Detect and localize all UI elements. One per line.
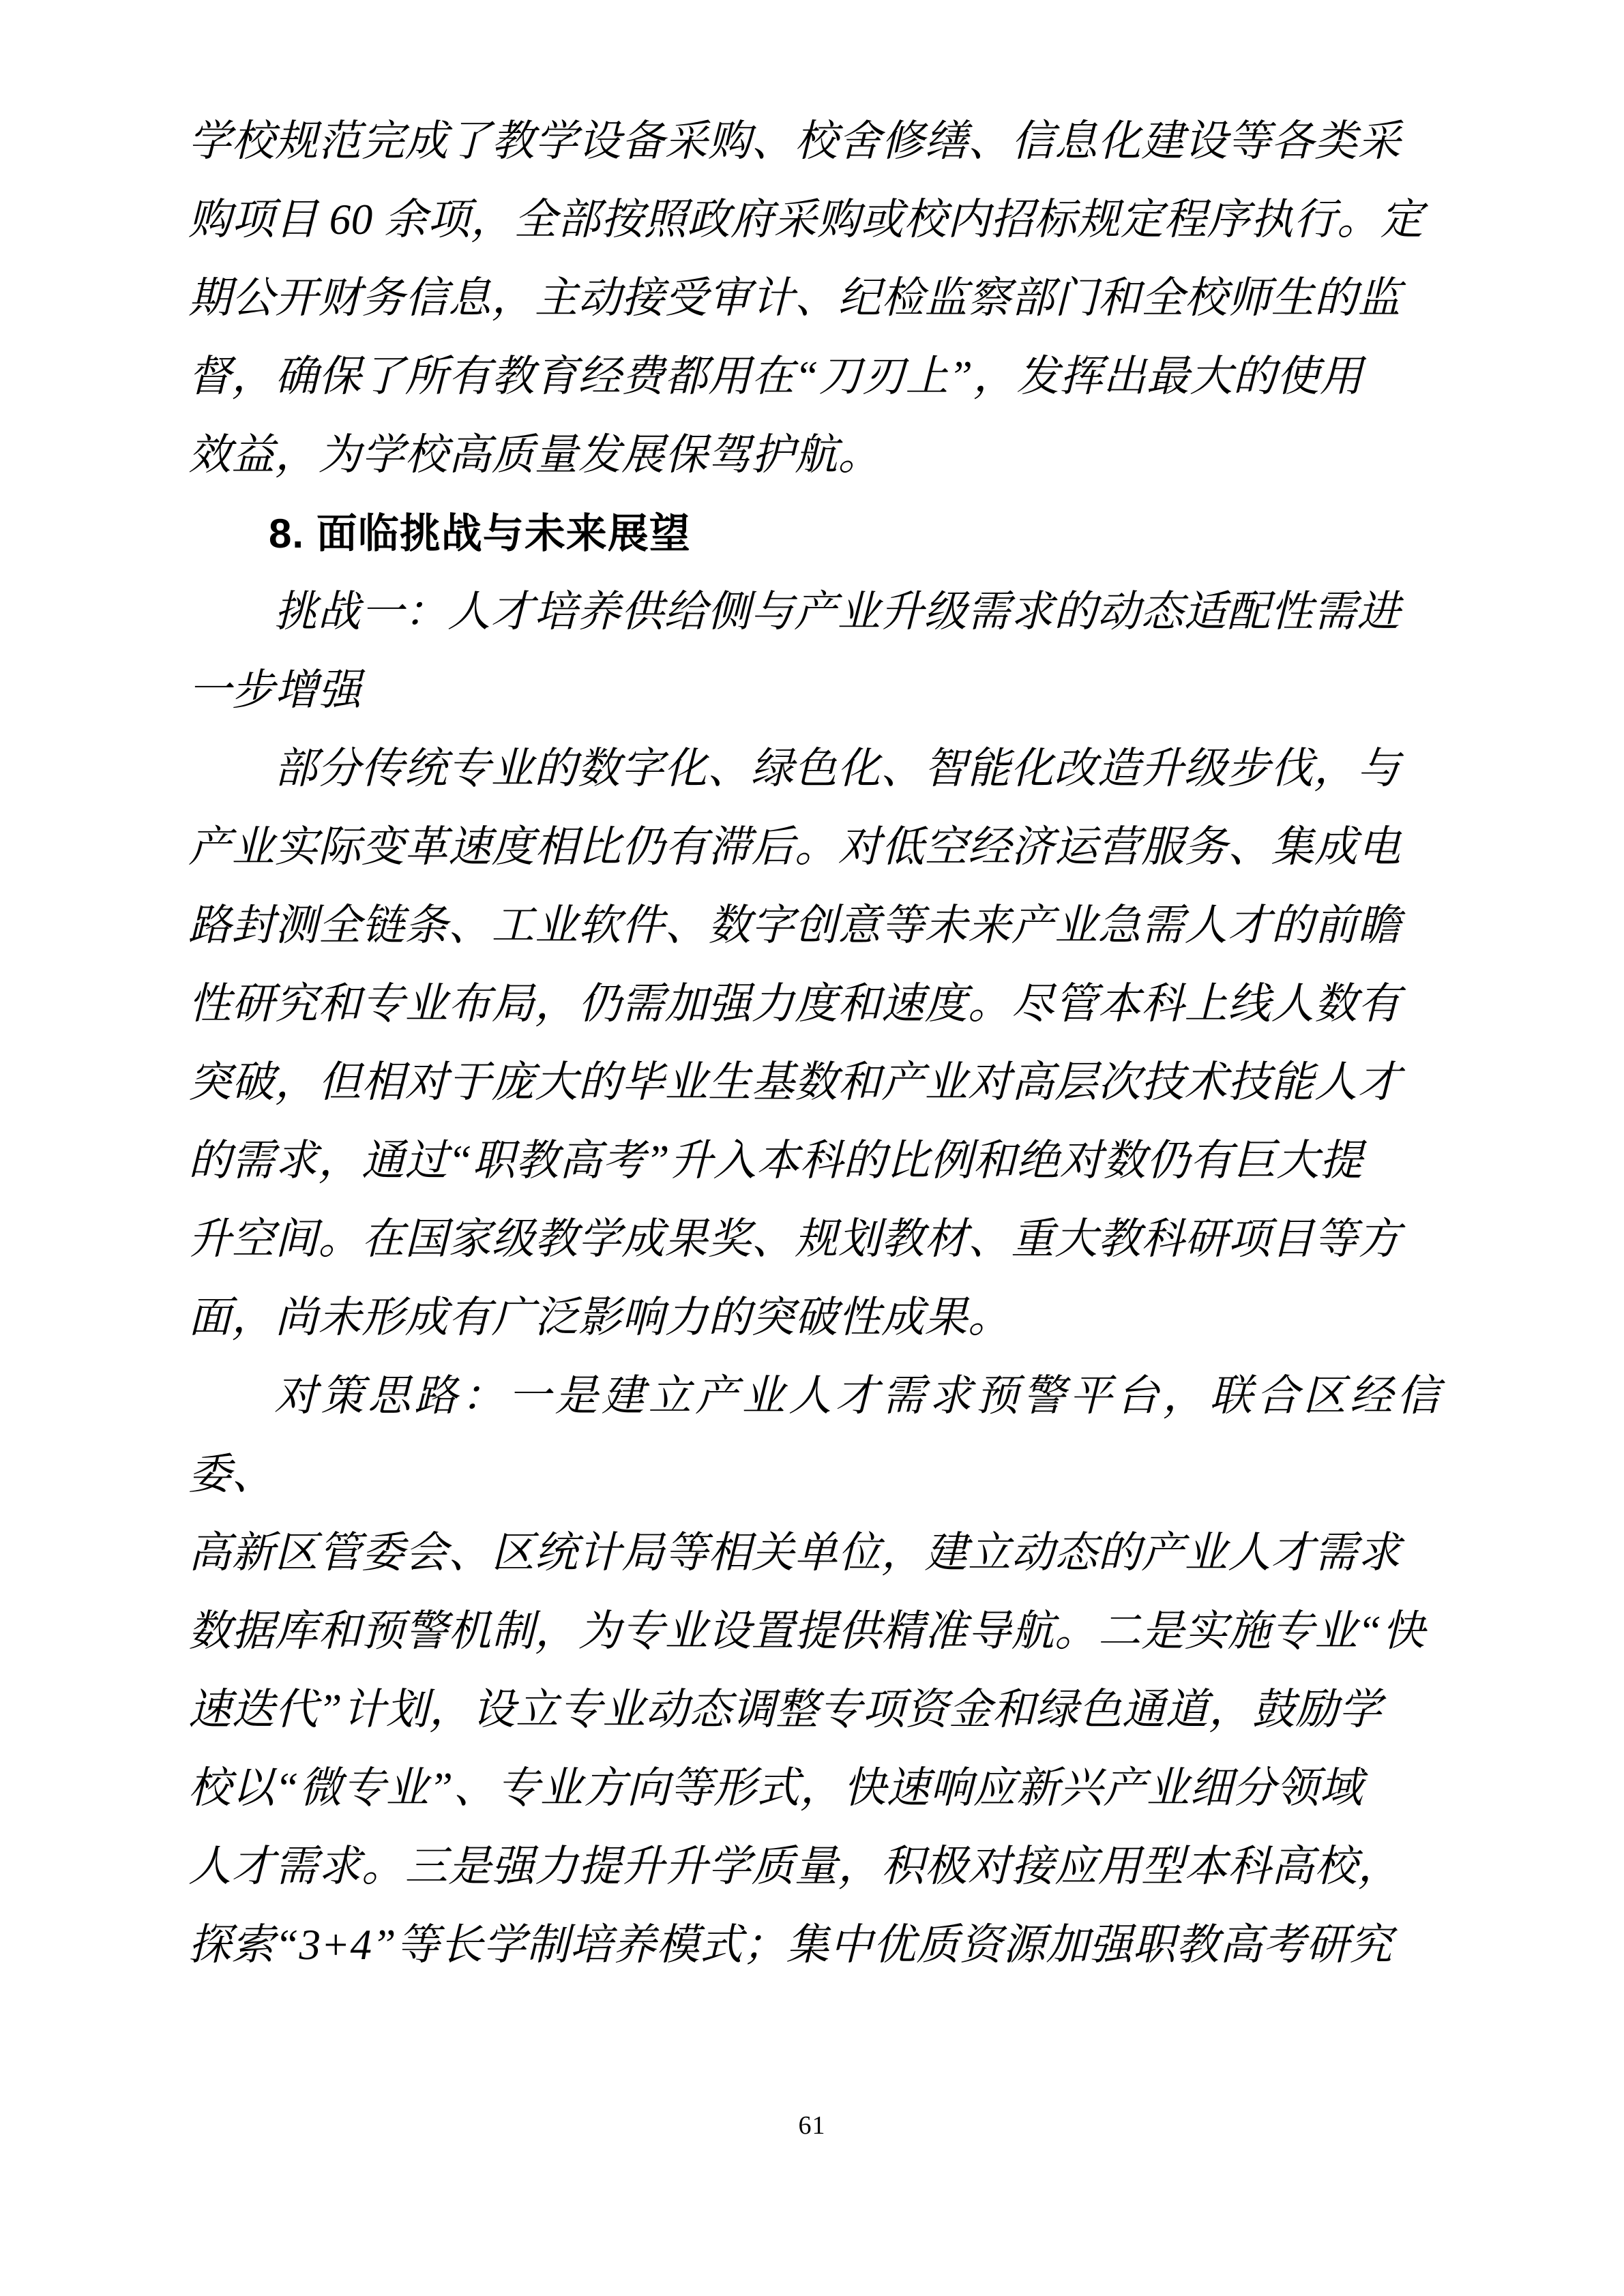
paragraph-countermeasures-line-7: 探索“3+4”等长学制培养模式；集中优质资源加强职教高考研究 bbox=[188, 1921, 1393, 1969]
paragraph-gap-analysis-line-2: 产业实际变革速度相比仍有滞后。对低空经济运营服务、集成电 bbox=[188, 823, 1401, 871]
paragraph-procurement-line-1: 学校规范完成了教学设备采购、校舍修缮、信息化建设等各类采 bbox=[188, 117, 1401, 165]
paragraph-gap-analysis-line-8: 面，尚未形成有广泛影响力的突破性成果。 bbox=[188, 1294, 1012, 1341]
page-content bbox=[188, 102, 1440, 1984]
paragraph-countermeasures-line-6: 人才需求。三是强力提升升学质量，积极对接应用型本科高校， bbox=[188, 1843, 1401, 1890]
paragraph-countermeasures-line-5: 校以“微专业”、专业方向等形式，快速响应新兴产业细分领域 bbox=[188, 1764, 1363, 1812]
paragraph-countermeasures-line-3: 数据库和预警机制，为专业设置提供精准导航。二是实施专业“快 bbox=[188, 1607, 1426, 1655]
paragraph-procurement-line-2: 购项目 60 余项，全部按照政府采购或校内招标规定程序执行。定 bbox=[188, 196, 1423, 243]
paragraph-gap-analysis-line-7: 升空间。在国家级教学成果奖、规划教材、重大教科研项目等方 bbox=[188, 1215, 1401, 1263]
paragraph-procurement-line-5: 效益，为学校高质量发展保驾护航。 bbox=[188, 431, 881, 479]
challenge-1-title-line-1: 挑战一：人才培养供给侧与产业升级需求的动态适配性需进 bbox=[274, 588, 1400, 636]
paragraph-gap-analysis-line-5: 突破，但相对于庞大的毕业生基数和产业对高层次技术技能人才 bbox=[188, 1058, 1401, 1106]
paragraph-countermeasures-line-2: 高新区管委会、区统计局等相关单位，建立动态的产业人才需求 bbox=[188, 1529, 1401, 1577]
paragraph-procurement-line-3: 期公开财务信息，主动接受审计、纪检监察部门和全校师生的监 bbox=[188, 274, 1401, 322]
challenge-1-title-line-2: 一步增强 bbox=[188, 666, 361, 714]
paragraph-gap-analysis-line-4: 性研究和专业布局，仍需加强力度和速度。尽管本科上线人数有 bbox=[188, 980, 1401, 1028]
paragraph-gap-analysis-line-1: 部分传统专业的数字化、绿色化、智能化改造升级步伐，与 bbox=[274, 745, 1400, 792]
paragraph-countermeasures-line-1: 对策思路：一是建立产业人才需求预警平台，联合区经信委、 bbox=[188, 1372, 1440, 1498]
paragraph-procurement-line-4: 督，确保了所有教育经费都用在“刀刃上”，发挥出最大的使用 bbox=[188, 353, 1363, 400]
section-heading-8: 8. 面临挑战与未来展望 bbox=[269, 511, 691, 556]
paragraph-gap-analysis-line-3: 路封测全链条、工业软件、数字创意等未来产业急需人才的前瞻 bbox=[188, 901, 1401, 949]
paragraph-countermeasures-line-4: 速迭代”计划，设立专业动态调整专项资金和绿色通道，鼓励学 bbox=[188, 1686, 1383, 1733]
paragraph-gap-analysis-line-6: 的需求，通过“职教高考”升入本科的比例和绝对数仍有巨大提 bbox=[188, 1137, 1363, 1184]
page-number: 61 bbox=[798, 2111, 826, 2140]
